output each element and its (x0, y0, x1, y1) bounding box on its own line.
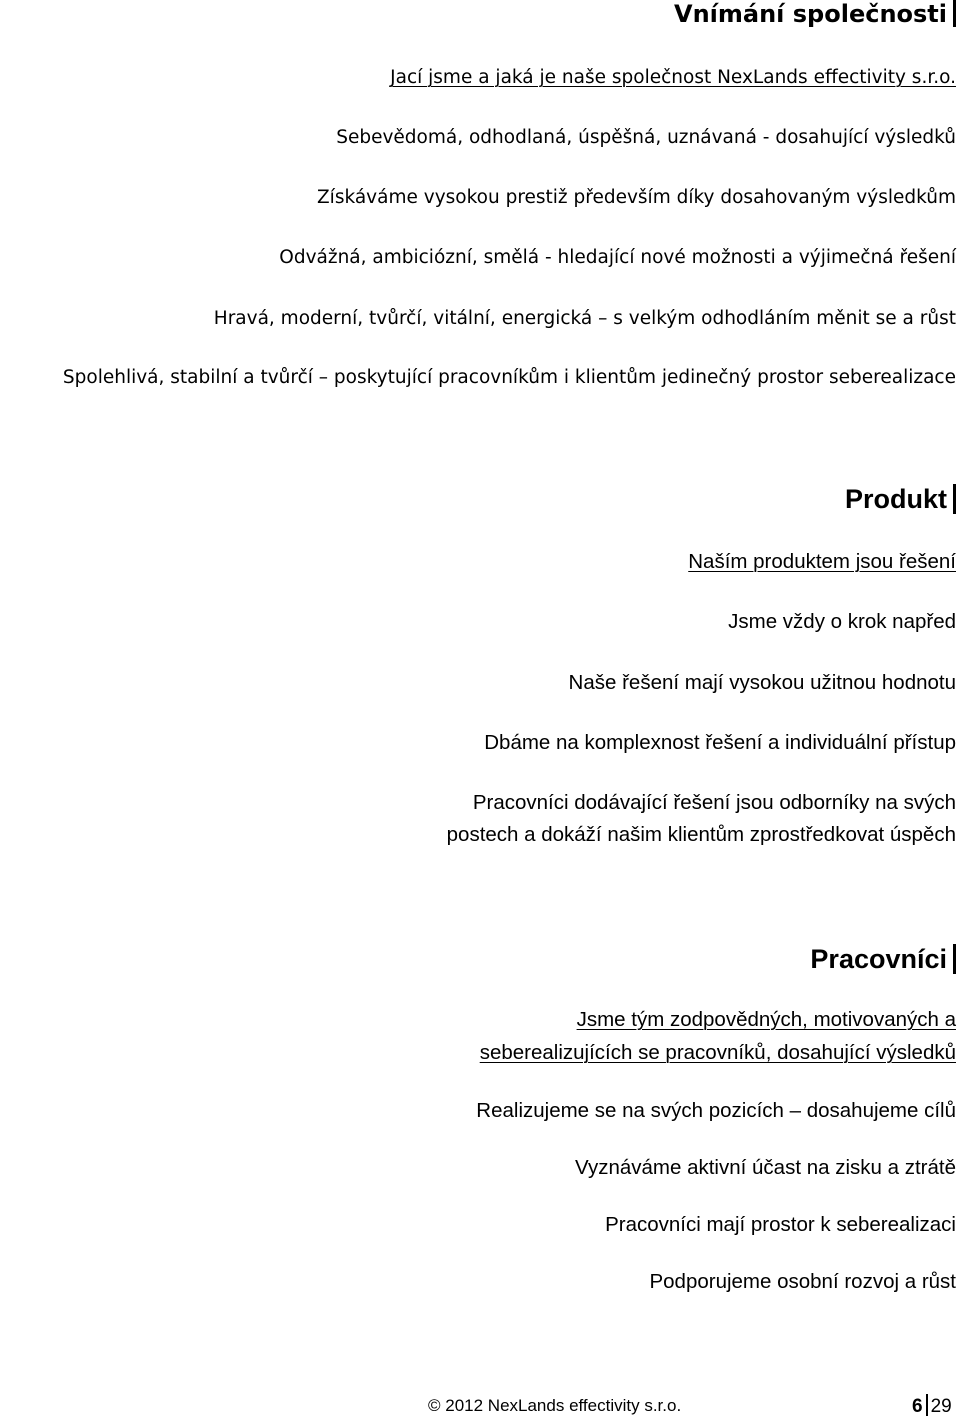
footer-copyright: © 2012 NexLands effectivity s.r.o. (428, 1396, 682, 1415)
list-item: Spolehlivá, stabilní a tvůrčí – poskytující pracovníkům i klientům jedinečný prostor seberealizace (62, 367, 956, 388)
list-item: Naše řešení mají vysokou užitnou hodnotu (568, 671, 956, 694)
heading-bar (953, 0, 956, 27)
list-item: Realizujeme se na svých pozicích – dosahujeme cílů (476, 1099, 956, 1122)
list-item: Pracovníci dodávající řešení jsou odborníky na svých (472, 791, 956, 814)
page-number (912, 1394, 952, 1418)
section-heading-text: Pracovníci (810, 944, 947, 974)
list-item: Jsme vždy o krok napřed (728, 610, 956, 633)
section-heading-pracovnici (810, 944, 956, 976)
section-heading-produkt (845, 484, 956, 516)
list-item: Dbáme na komplexnost řešení a individuální přístup (484, 731, 956, 754)
page-total: 29 (930, 1396, 952, 1417)
list-item: postech a dokáží našim klientům zprostředkovat úspěch (446, 823, 956, 846)
list-item: Hravá, moderní, tvůrčí, vitální, energická – s velkým odhodláním měnit se a růst (213, 308, 956, 329)
heading-bar (953, 484, 956, 514)
section-heading-text: Produkt (844, 484, 947, 514)
list-item: Vyznáváme aktivní účast na zisku a ztrátě (575, 1156, 956, 1179)
section-subheading: Jací jsme a jaká je naše společnost NexLands effectivity s.r.o. (390, 67, 956, 88)
list-item: Sebevědomá, odhodlaná, úspěšná, uznávaná - dosahující výsledků (336, 127, 956, 148)
section-subheading: seberealizujících se pracovníků, dosahující výsledků (479, 1041, 956, 1064)
list-item: Získáváme vysokou prestiž především díky dosahovaným výsledkům (317, 187, 956, 208)
list-item: Podporujeme osobní rozvoj a růst (649, 1270, 956, 1293)
section-subheading: Jsme tým zodpovědných, motivovaných a (576, 1008, 956, 1031)
list-item: Pracovníci mají prostor k seberealizaci (605, 1213, 956, 1236)
section-heading-text: Vnímání společnosti (674, 0, 947, 28)
section-subheading: Naším produktem jsou řešení (688, 550, 956, 573)
page-separator (926, 1394, 928, 1416)
list-item: Odvážná, ambiciózní, smělá - hledající nové možnosti a výjimečná řešení (279, 247, 956, 268)
heading-bar (953, 944, 956, 974)
section-heading-vnimani (674, 0, 956, 29)
page-current: 6 (912, 1396, 923, 1417)
